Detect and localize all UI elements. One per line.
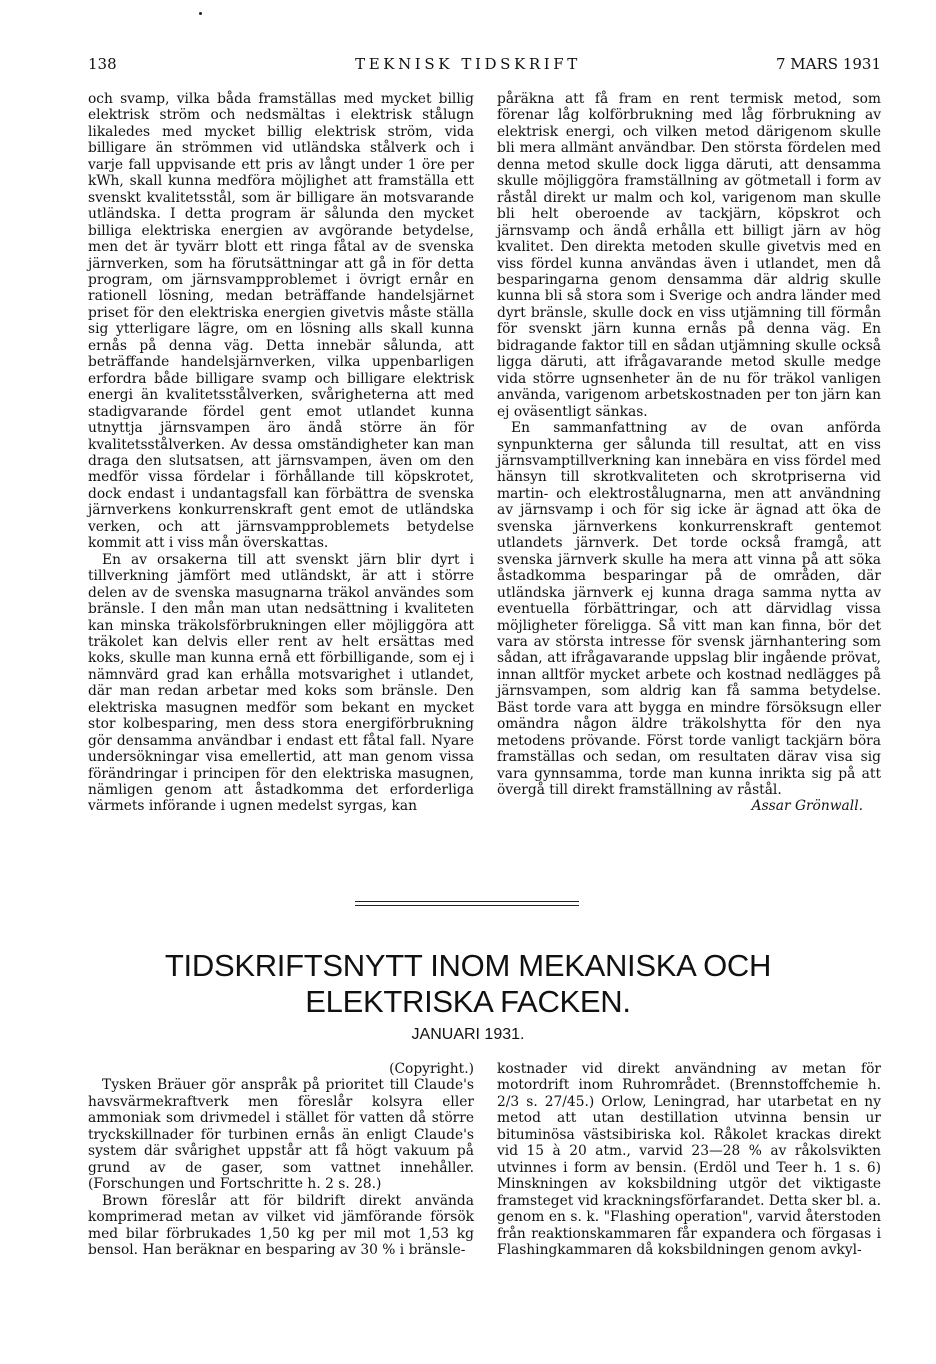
section-divider [355, 901, 579, 902]
paragraph: Tysken Bräuer gör anspråk på prioritet till Claude's havsvärmekraftverk men föreslår kolsyra eller ammoniak som drivmedel i stället för vatten då större tryckskillnader för turbinen ernås än enligt Claude's system där svårighet uppstår att få högt vakuum på grund av de gaser, som vattnet innehåller. (Forschungen und Fortschritte h. 2 s. 28.) [88, 1077, 474, 1193]
paragraph: En av orsakerna till att svenskt järn blir dyrt i tillverkning jämfört med utländskt, är att i större delen av de svenska masugnarna träkol användes som bränsle. I den mån man utan nedsättning i kvaliteten kan minska träkolsförbrukningen eller möjliggöra att träkolet kan delvis eller rent av helt ersättas med koks, skulle man kunna ernå ett förbilligande, som ej i nämnvärd grad kan erhålla motsvarighet i utlandet, där man redan arbetar med koks som bränsle. Den elektriska masugnen medför som bekant en mycket stor kolbesparing, men dess stora energiförbrukning gör densamma användbar i endast ett fåtal fall. Nyare undersökningar visa emellertid, att man genom vissa förändringar i principen för den elektriska masugnen, nämligen genom att åstadkomma det erforderliga värmets införande i ugnen medelst syrgas, kan [88, 551, 474, 815]
article2-left-column [88, 1061, 474, 1258]
print-speck [199, 12, 202, 15]
section-divider [355, 905, 579, 906]
paragraph: Brown föreslår att för bildrift direkt använda komprimerad metan av vilket vid jämförande försök med bilar förbrukades 1,50 kg per mil mot 1,53 kg bensol. Han beräknar en besparing av 30 % i bränsle- [88, 1192, 474, 1258]
article1-right-column [497, 91, 881, 815]
author-signature: Assar Grönwall. [751, 798, 863, 815]
paragraph: En sammanfattning av de ovan anförda synpunkterna ger sålunda till resultat, att en viss järnsvamptillverkning kan innebära en viss fördel med hänsyn till skrotkvaliteten och skrotpriserna vid martin- och elektrostålugnarna, men att användning av järnsvamp i och för sig icke är ägnad att öka de svenska järnverkens konkurrenskraft gentemot utlandets järnverk. Det torde också framgå, att svenska järnverk skulle ha mera att vinna på att söka åstadkomma besparingar på de områden, där utländska järnverk ej kunna draga samma nytta av eventuella förbättringar, och att därvidlag vissa möjligheter föreligga. Så vitt man kan finna, bör det vara av största intresse för svensk järnhantering som sådan, att ifrågavarande uppslag blir ingående prövat, innan alltför mycket arbete och kostnad nedlägges på järnsvampen, som aldrig kan få samma betydelse. Bäst torde vara att bygga en mindre försöksugn eller omändra någon äldre träkolshytta för den nya metodens prövande. Först torde vanligt tackjärn böra framställas och sedan, om resultaten därav visa sig vara gynnsamma, torde man kunna inrikta sig på att övergå till direkt framställning av råstål. [497, 420, 881, 799]
page-number: 138 [88, 55, 117, 73]
journal-title: TEKNISK TIDSKRIFT [355, 55, 581, 73]
article1-left-column [88, 91, 474, 815]
copyright-note: (Copyright.) [389, 1061, 474, 1077]
paragraph: och svamp, vilka båda framställas med mycket billig elektrisk ström och nedsmältas i elektrisk stålugn likaledes med mycket billig elektrisk ström, vida billigare än strömmen vid utländska stålverk och i varje fall uppvisande ett pris av långt under 1 öre per kWh, skall kunna medföra möjlighet att framställa ett svenskt kvalitetsstål, som är billigare än motsvarande utländska. I detta program är sålunda den mycket billiga elektriska energien av avgörande betydelse, men det är tyvärr blott ett ringa fåtal av de svenska järnverken, som ha förutsättningar att gå in för detta program, om järnsvampproblemet i övrigt ernår en rationell lösning, medan beträffande handelsjärnet priset för den elektriska energien givetvis måste ställa sig ytterligare lägre, om en lösning alls skall kunna ernås på denna väg. Detta innebär sålunda, att beträffande handelsjärnverken, vilka uppenbarligen erfordra både billigare svamp och billigare elektrisk energi än kvalitetsstålverken, svårigheterna att med stadigvarande fördel gent emot utlandet kunna utnyttja järnsvampen äro ändå större än för kvalitetsstålverken. Av dessa omständigheter kan man draga den slutsatsen, att järnsvampen, även om den medför vissa fördelar i förhållande till köpskrotet, dock endast i undantagsfall kan förbättra de svenska järnverkens konkurrenskraft gent emot de utländska verken, och att järnsvampproblemets betydelse kommit att i viss mån överskattas. [88, 91, 474, 552]
section-title-line2: ELEKTRISKA FACKEN. [305, 984, 631, 1019]
article2-right-column [497, 1061, 881, 1258]
issue-date: 7 MARS 1931 [775, 55, 881, 73]
section-subtitle: JANUARI 1931. [411, 1026, 525, 1043]
paragraph: kostnader vid direkt användning av metan för motordrift inom Ruhrområdet. (Brennstoffchemie h. 2/3 s. 27/45.) Orlow, Leningrad, har utarbetat en ny metod att utan destillation utvinna bensin ur bituminösa västsibiriska kol. Råkolet krackas direkt vid 15 à 20 atm., varvid 23—28 % av råkolsvikten utvinnes i form av bensin. (Erdöl und Teer h. 1 s. 6) Minskningen av koksbildning utgör det viktigaste framsteget vid krackningsförfarandet. Detta sker bl. a. genom en s. k. "Flashing operation", varvid återstoden från reaktionskammaren får expandera och förgasas i Flashingkammaren då koksbildningen genom avkyl- [497, 1061, 882, 1258]
paragraph: påräkna att få fram en rent termisk metod, som förenar låg kolförbrukning med låg förbrukning av elektrisk energi, och vilken metod därigenom skulle bli mera allmänt användbar. Den största fördelen med denna metod skulle dock ligga däruti, att densamma skulle möjliggöra framställning av götmetall i form av råstål direkt ur malm och kol, varigenom man skulle bli helt oberoende av tackjärn, köpskrot och järnsvamp och ändå erhålla ett billigt järn av hög kvalitet. Den direkta metoden skulle givetvis med en viss fördel kunna användas även i utlandet, men då besparingarna genom densamma där aldrig skulle kunna bli så stora som i Sverige och andra länder med dyrt bränsle, skulle dock en viss utjämning till förmån för svenskt järn kunna ernås på denna väg. En bidragande faktor till en sådan utjämning skulle också ligga däruti, att ifrågavarande metod skulle medge vida större ugnsenheter än de nu för träkol vanligen använda, varigenom arbetskostnaden per ton järn kan ej oväsentligt sänkas. [497, 91, 881, 420]
section-title-line1: TIDSKRIFTSNYTT INOM MEKANISKA OCH [164, 948, 772, 983]
